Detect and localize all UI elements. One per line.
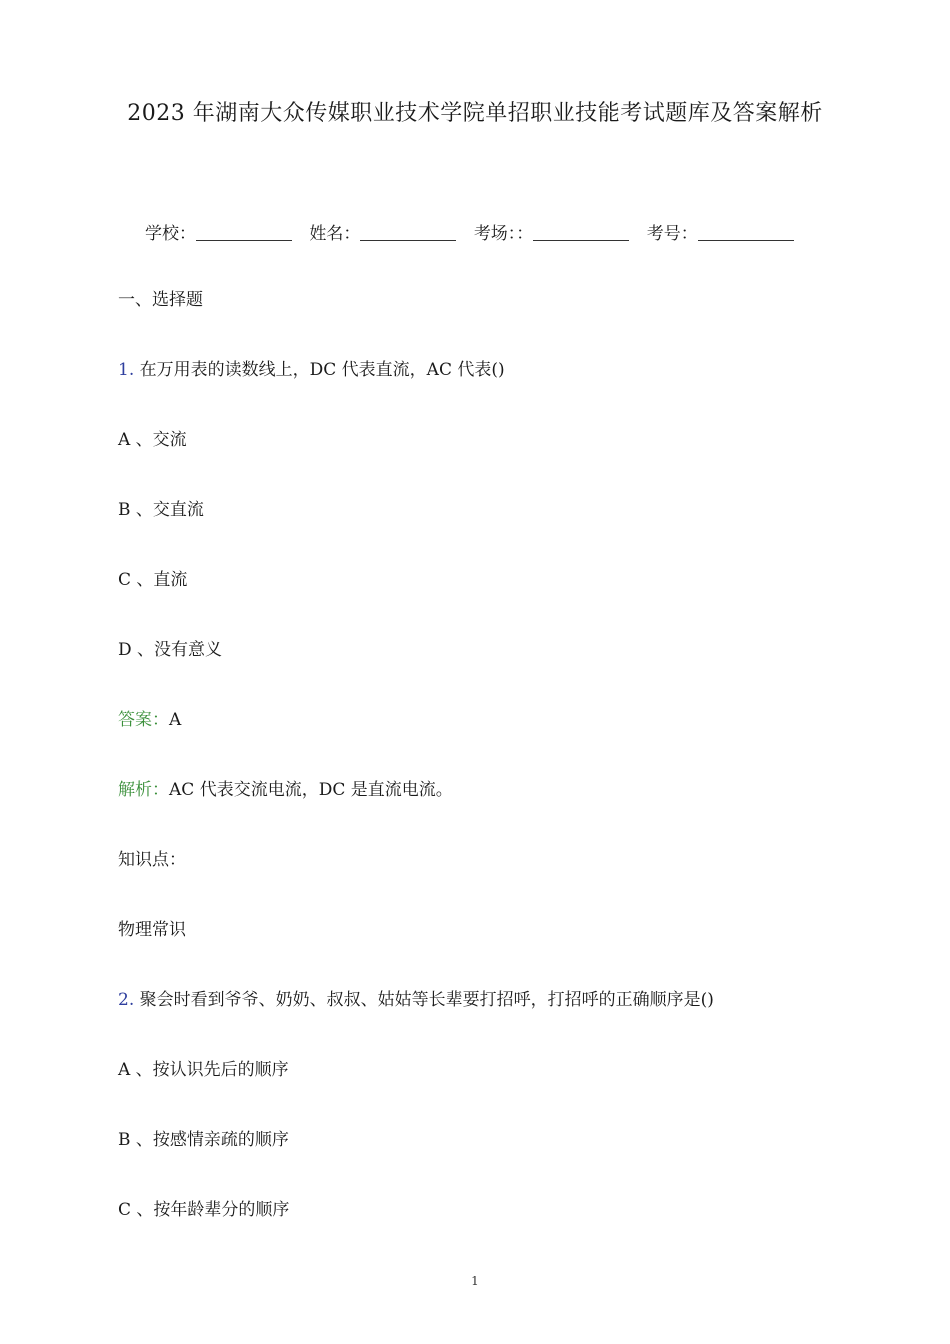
room-label: 考场：： [473,224,534,244]
name-label: 姓名： [309,224,361,244]
room-field [474,222,630,246]
name-blank [360,222,456,241]
q1-option-c: C 、直流 [118,570,188,590]
school-label: 学校： [145,224,196,244]
q1-knowledge-value: 物理常识 [118,920,186,940]
section-heading: 一、选择题 [118,290,203,310]
student-info-row [145,222,806,246]
q1-analysis-label: 解析： [118,780,169,800]
q1-knowledge-label: 知识点： [118,850,186,870]
question-1-number: 1. [118,360,135,380]
question-2-text: 聚会时看到爷爷、奶奶、叔叔、姑姑等长辈要打招呼，打招呼的正确顺序是() [139,990,714,1010]
exam-id-field [647,222,794,246]
q1-answer [118,708,181,732]
school-field [145,222,292,246]
question-1-text: 在万用表的读数线上，DC 代表直流，AC 代表() [139,360,505,380]
q1-analysis [118,778,453,802]
q1-option-b: B 、交直流 [118,500,204,520]
q1-answer-value: A [169,710,182,730]
exam-id-label: 考号： [646,224,698,244]
q1-analysis-text: AC 代表交流电流，DC 是直流电流。 [169,780,453,800]
q1-option-a: A 、交流 [118,430,187,450]
question-1 [118,358,505,382]
q2-option-b: B 、按感情亲疏的顺序 [118,1130,289,1150]
page-number: 1 [471,1274,479,1288]
q2-option-c: C 、按年龄辈分的顺序 [118,1200,290,1220]
question-2 [118,988,714,1012]
q2-option-a: A 、按认识先后的顺序 [118,1060,289,1080]
question-2-number: 2. [118,990,135,1010]
q1-answer-label: 答案： [118,710,169,730]
room-blank [533,222,629,241]
name-field [309,222,456,246]
q1-option-d: D 、没有意义 [118,640,223,660]
page-title: 2023 年湖南大众传媒职业技术学院单招职业技能考试题库及答案解析 [127,101,823,126]
school-blank [196,222,292,241]
exam-id-blank [698,222,794,241]
